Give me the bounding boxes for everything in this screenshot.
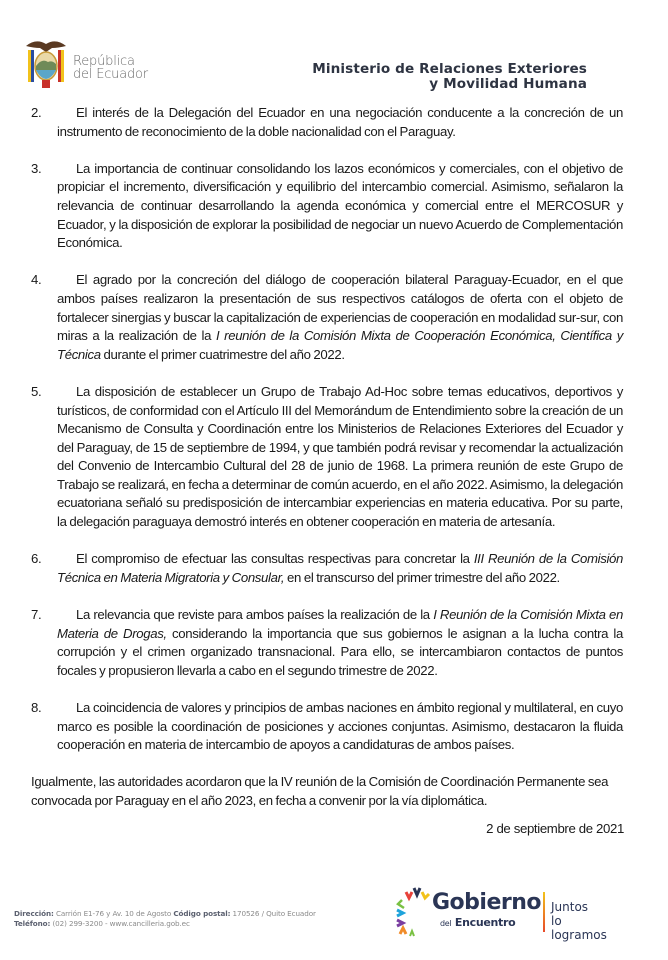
italic-title: I Reunión de la Comisión Mixta en Materia de Drogas, xyxy=(57,607,623,641)
numbered-item xyxy=(31,383,623,532)
phone-value: (02) 299-3200 - www.cancilleria.gob.ec xyxy=(50,919,190,928)
item-text-segment: La disposición de establecer un Grupo de Trabajo Ad-Hoc sobre temas educativos, deportivos y turísticos, de conformidad con el Artículo III del Memorándum de Entendimiento sobre la creación de un Mecanismo de Consulta y Coordinación entre los Ministerios de Relaciones Exteriores del Ecuador y del Paraguay, de 15 de septiembre de 1994, y que también podrá revisar y recomendar la actualización del Convenio de Intercambio Cultural del 28 de junio de 1968. La primera reunión de este Grupo de Trabajo se realizará, en fecha a determinar de común acuerdo, en el año 2022. Asimismo, la delegación ecuatoriana señaló su predisposición de intercambiar experiencias en materia educativa. Por su parte, la delegación paraguaya demostró interés en obtener cooperación en materia de artesanía. xyxy=(57,383,623,530)
item-text-segment: El interés de la Delegación del Ecuador en una negociación conducente a la concreción de un instrumento de reconocimiento de la doble nacionalidad con el Paraguay. xyxy=(57,105,623,139)
postal-value: 170526 / Quito Ecuador xyxy=(230,909,316,918)
numbered-items-list xyxy=(31,104,624,755)
encuentro-word: Encuentro xyxy=(454,916,516,929)
gobierno-wordmark: Gobierno xyxy=(432,890,542,915)
logo-divider xyxy=(543,892,545,932)
item-number: 2. xyxy=(31,105,42,120)
phone-label: Teléfono: xyxy=(14,919,51,928)
numbered-item xyxy=(31,271,624,364)
closing-paragraph: Igualmente, las autoridades acordaron que la IV reunión de la Comisión de Coordinación Permanente sea convocada por Paraguay en el año 2023, en fecha a convenir por la vía diplomática. xyxy=(31,774,609,808)
item-text-segment: La relevancia que reviste para ambos países la realización de la xyxy=(76,607,434,623)
item-text xyxy=(57,550,623,587)
gobierno-del-encuentro-logo xyxy=(396,886,607,950)
item-number: 5. xyxy=(31,383,42,399)
numbered-item xyxy=(31,104,623,141)
item-number: 7. xyxy=(31,607,42,623)
item-number: 4. xyxy=(31,272,42,288)
item-text xyxy=(57,383,623,532)
numbered-item xyxy=(31,160,623,253)
address-label: Dirección: xyxy=(14,909,54,918)
postal-label: Código postal: xyxy=(173,909,231,918)
item-number: 3. xyxy=(31,160,42,176)
italic-title: III Reunión de la Comisión Técnica en Materia Migratoria y Consular, xyxy=(57,551,623,585)
item-text xyxy=(57,160,623,253)
slogan-line1: Juntos xyxy=(551,900,589,914)
item-text-segment: La coincidencia de valores y principios de ambas naciones en ámbito regional y multilateral, en cuyo marco es posible la coordinación de posiciones y acciones conjuntas. Asimismo, destacaron la fluida cooperación en materia de intercambio de apoyos a candidaturas de ambos países. xyxy=(57,700,623,753)
item-text xyxy=(57,699,623,755)
item-number: 6. xyxy=(31,551,42,567)
item-text-segment: El agrado por la concreción del diálogo de cooperación bilateral Paraguay-Ecuador, en el que ambos países realizaron la presentación de sus respectivos catálogos de oferta con el objeto de fortalecer sinergias y buscar la capitalización de experiencias de cooperación en modalidad sur-sur, con miras a la realización de la xyxy=(57,272,623,344)
letterhead xyxy=(0,0,668,96)
numbered-item xyxy=(31,550,623,587)
item-text-segment: durante el primer cuatrimestre del año 2022. xyxy=(100,346,345,362)
item-text-segment: El compromiso de efectuar las consultas respectivas para concretar la xyxy=(76,551,474,567)
italic-title: I reunión de la Comisión Mixta de Cooperación Económica, Científica y Técnica xyxy=(57,328,624,362)
item-text-segment: La importancia de continuar consolidando los lazos económicos y comerciales, con el objetivo de propiciar el incremento, diversificación y equilibrio del intercambio comercial. Asimismo, señalaron la relevancia de continuar desarrollando la agenda económica y comercial entre el MERCOSUR y Ecuador, y la disposición de explorar la posibilidad de negociar un nuevo Acuerdo de Complementación Económica. xyxy=(57,160,623,251)
item-text xyxy=(57,271,623,364)
item-number: 8. xyxy=(31,700,42,715)
ministry-title xyxy=(312,62,587,92)
slogan xyxy=(551,900,607,942)
footer-address xyxy=(14,909,316,929)
item-text-segment: en el transcurso del primer trimestre del año 2022. xyxy=(284,569,560,585)
ecuador-coat-of-arms-icon xyxy=(22,36,70,92)
document-date: 2 de septiembre de 2021 xyxy=(486,821,624,836)
del-encuentro-wordmark xyxy=(440,916,515,929)
republica-del-ecuador-logo-text xyxy=(73,55,148,81)
republic-line1: República xyxy=(73,54,135,69)
del-word: del xyxy=(440,919,452,928)
address-value: Carrión E1-76 y Av. 10 de Agosto xyxy=(53,909,174,918)
item-text xyxy=(57,606,623,680)
item-text-segment: considerando la importancia que sus gobiernos le asignan a la lucha contra la corrupción y el crimen organizado transnacional. Para ello, se intercambiaron contactos de puntos focales y propusieron llevarla a cabo en el segundo trimestre de 2022. xyxy=(57,625,623,678)
chevrons-burst-icon xyxy=(396,886,432,946)
ministry-line2: y Movilidad Humana xyxy=(429,76,587,92)
slogan-line2: lo logramos xyxy=(551,914,607,942)
republic-line2: del Ecuador xyxy=(73,67,148,82)
numbered-item xyxy=(31,606,623,680)
document-body xyxy=(31,104,624,811)
numbered-item xyxy=(31,699,623,755)
ministry-line1: Ministerio de Relaciones Exteriores xyxy=(312,61,587,77)
item-text xyxy=(57,104,623,141)
